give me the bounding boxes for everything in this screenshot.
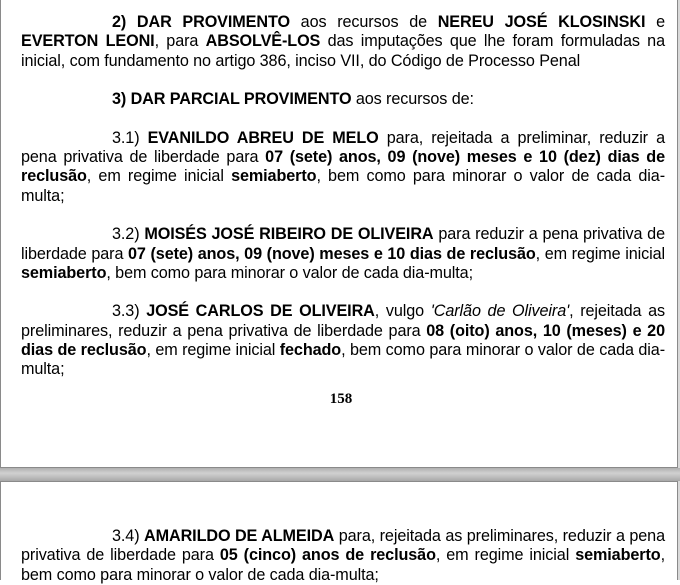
item-3-1-sentence: 07 (sete) anos, 09 (nove) meses e 10 (dez) dias de reclusão <box>21 148 666 186</box>
item-3-1-number: 3.1) <box>112 128 148 147</box>
page-content <box>21 527 665 585</box>
item-3-4-text-2: , em regime inicial <box>435 546 576 565</box>
item-2-name-2: EVERTON LEONI <box>21 32 155 51</box>
item-2-text-4: das imputações que lhe foram formuladas na inicial, com fundamento no artigo 386, inciso VII, do Código de Processo Penal <box>21 32 665 70</box>
paragraph-item-3 <box>21 90 665 109</box>
item-2-lead: 2) DAR PROVIMENTO <box>112 13 290 31</box>
item-3-4-text-1: para, rejeitada as preliminares, reduzir a pena privativa de liberdade para <box>21 527 665 565</box>
item-3-3-text-1: , vulgo <box>374 302 431 321</box>
item-3-1-text-3: , bem como para minorar o valor de cada dia-multa; <box>21 167 665 205</box>
item-3-2-number: 3.2) <box>112 225 145 244</box>
item-3-4-regime: semiaberto <box>575 546 661 565</box>
item-3-1-text-1: para, rejeitada a preliminar, reduzir a pena privativa de liberdade para <box>21 128 665 167</box>
paragraph-item-3-4 <box>21 527 665 585</box>
item-3-1-regime: semiaberto <box>231 167 317 186</box>
item-3-2-text-1: para reduzir a pena privativa de liberdade para <box>21 225 665 263</box>
item-3-4-name: AMARILDO DE ALMEIDA <box>144 527 335 545</box>
item-3-4-text-3: , bem como para minorar o valor de cada dia-multa; <box>21 546 665 584</box>
paragraph-item-2 <box>21 13 665 71</box>
item-3-2-sentence: 07 (sete) anos, 09 (nove) meses e 10 dias de reclusão <box>128 244 536 263</box>
item-3-2-text-3: , bem como para minorar o valor de cada dia-multa; <box>106 263 473 282</box>
item-3-3-sentence: 08 (oito) anos, 10 (meses) e 20 dias de reclusão <box>21 321 665 360</box>
item-3-text: aos recursos de: <box>351 90 474 109</box>
item-3-1-text-2: , em regime inicial <box>86 167 232 186</box>
item-2-verdict: ABSOLVÊ-LOS <box>205 32 321 51</box>
item-3-lead: 3) DAR PARCIAL PROVIMENTO <box>112 90 352 109</box>
item-3-3-number: 3.3) <box>112 302 147 321</box>
paragraph-item-3-2 <box>21 225 665 283</box>
item-3-3-regime: fechado <box>279 341 342 360</box>
item-2-text-2: e <box>645 13 665 31</box>
item-3-3-name: JOSÉ CARLOS DE OLIVEIRA <box>146 302 375 321</box>
item-2-name-1: NEREU JOSÉ KLOSINSKI <box>437 13 646 31</box>
page-separator <box>0 468 680 481</box>
item-3-3-text-4: , bem como para minorar o valor de cada dia-multa; <box>21 341 665 379</box>
paragraph-item-3-3 <box>21 302 665 379</box>
page-159 <box>0 481 678 584</box>
item-3-2-regime: semiaberto <box>21 263 107 282</box>
page-content <box>21 13 665 380</box>
page-number: 158 <box>329 391 353 407</box>
item-3-3-alias: 'Carlão de Oliveira' <box>430 302 570 321</box>
item-2-text-3: , para <box>154 32 206 51</box>
item-3-3-text-3: , em regime inicial <box>146 341 280 360</box>
item-3-4-number: 3.4) <box>112 527 145 545</box>
item-2-text-1: aos recursos de <box>289 13 438 31</box>
item-3-2-name: MOISÉS JOSÉ RIBEIRO DE OLIVEIRA <box>144 225 434 244</box>
item-3-3-text-2: , rejeitada as preliminares, reduzir a pena privativa de liberdade para <box>21 302 665 340</box>
item-3-2-text-2: , em regime inicial <box>535 244 666 263</box>
item-3-4-sentence: 05 (cinco) anos de reclusão <box>219 546 436 565</box>
paragraph-item-3-1 <box>21 129 665 206</box>
item-3-1-name: EVANILDO ABREU DE MELO <box>147 128 379 147</box>
